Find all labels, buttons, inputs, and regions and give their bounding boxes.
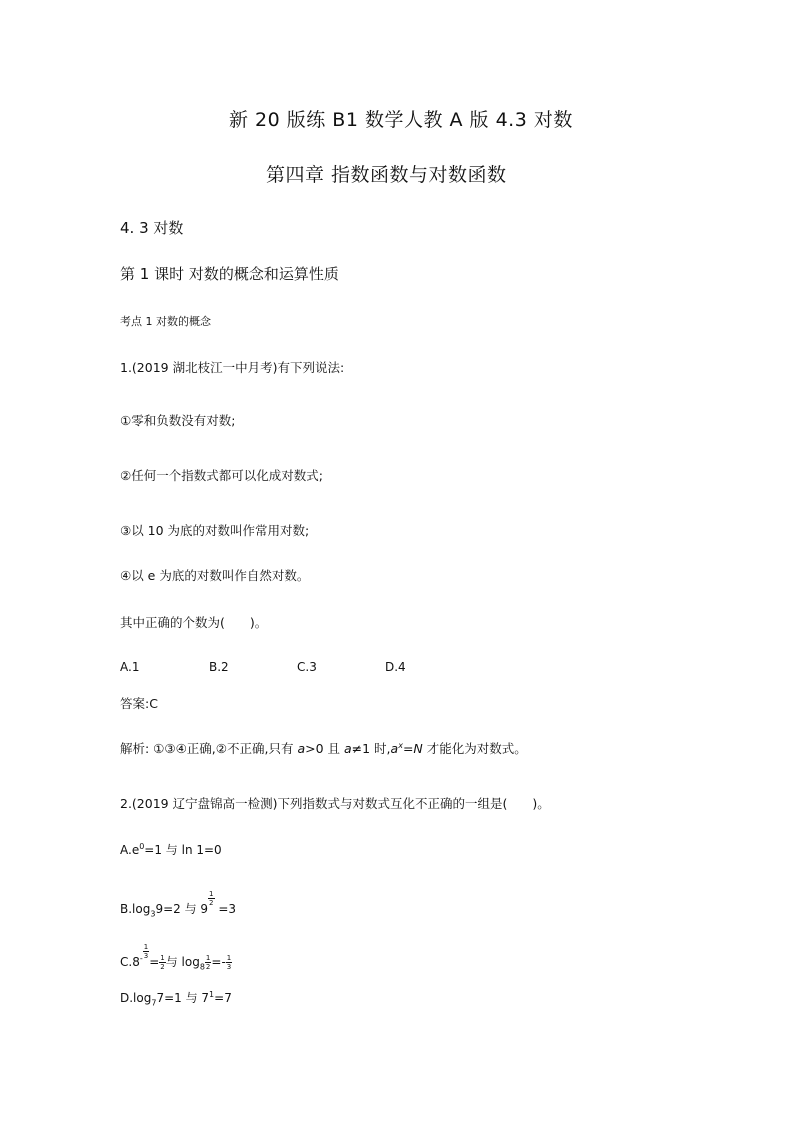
fraction-numerator: 1	[205, 954, 211, 962]
q1-statement-4: ④以 e 为底的对数叫作自然对数。	[120, 568, 310, 583]
analysis-prefix: 解析: ①③④正确,②不正确,只有	[120, 741, 298, 756]
q2-c-part: 与 log	[165, 955, 200, 969]
q2-d-part: 7=1 与 7	[156, 991, 210, 1005]
fraction-denominator: 3	[226, 963, 232, 971]
q2-option-b	[120, 890, 236, 918]
fraction-numerator: 1	[226, 954, 232, 962]
q2-c-exponent-sign: -	[139, 954, 143, 963]
q2-option-d	[120, 989, 232, 1007]
q2-a-part: =1 与 ln 1=0	[144, 843, 222, 857]
section-heading: 4. 3 对数	[120, 219, 184, 237]
fraction-denominator: 2	[160, 963, 165, 971]
q2-stem: 2.(2019 辽宁盘锦高一检测)下列指数式与对数式互化不正确的一组是( )。	[120, 796, 550, 811]
fraction-numerator: 1	[143, 943, 149, 951]
q2-d-base: 7	[151, 998, 157, 1008]
q2-a-part: A.e	[120, 843, 140, 857]
q2-option-c	[120, 943, 232, 971]
q2-c-part: C.8	[120, 955, 140, 969]
topic-heading: 考点 1 对数的概念	[120, 315, 211, 328]
q1-statement-1: ①零和负数没有对数;	[120, 413, 236, 428]
q2-c-fraction	[226, 954, 232, 971]
analysis-mid-1: >0 且	[305, 741, 344, 756]
q2-b-base: 3	[150, 909, 156, 919]
analysis-eq: =	[402, 741, 414, 756]
q1-analysis	[120, 739, 527, 757]
q2-b-part: 9=2 与 9	[155, 902, 209, 916]
analysis-var-a: a	[343, 741, 352, 756]
analysis-var-x: x	[398, 740, 403, 750]
fraction-denominator: 2	[205, 963, 211, 971]
q1-option-a: A.1	[120, 660, 140, 674]
q1-option-c: C.3	[297, 660, 317, 674]
analysis-var-a: a	[390, 741, 399, 756]
analysis-var-n: N	[413, 741, 423, 756]
q1-option-d: D.4	[385, 660, 406, 674]
q2-b-part: =3	[214, 902, 237, 916]
lesson-heading: 第 1 课时 对数的概念和运算性质	[120, 265, 339, 283]
q2-d-part: D.log	[120, 991, 152, 1005]
q1-statement-2: ②任何一个指数式都可以化成对数式;	[120, 468, 323, 483]
doc-title: 新 20 版练 B1 数学人教 A 版 4.3 对数	[229, 109, 573, 131]
q2-c-part: =	[149, 955, 160, 969]
q1-ask: 其中正确的个数为( )。	[120, 615, 268, 630]
fraction-denominator: 3	[143, 952, 149, 960]
q2-b-part: B.log	[120, 902, 151, 916]
q2-option-a	[120, 841, 222, 858]
q1-stem: 1.(2019 湖北枝江一中月考)有下列说法:	[120, 360, 345, 375]
fraction-numerator: 1	[160, 954, 165, 962]
fraction-numerator: 1	[209, 890, 214, 898]
analysis-var-a: a	[297, 741, 306, 756]
q2-d-exponent: 1	[209, 990, 215, 999]
fraction-denominator: 2	[209, 899, 214, 907]
q2-a-exponent: 0	[139, 842, 145, 851]
analysis-suffix: 才能化为对数式。	[422, 741, 527, 756]
q1-statement-3: ③以 10 为底的对数叫作常用对数;	[120, 523, 310, 538]
chapter-title: 第四章 指数函数与对数函数	[266, 164, 507, 186]
q2-c-part: =-	[211, 955, 226, 969]
q1-option-b: B.2	[209, 660, 229, 674]
q2-c-base: 8	[199, 962, 205, 972]
analysis-mid-2: ≠1 时,	[351, 741, 391, 756]
q1-answer: 答案:C	[120, 696, 158, 711]
q2-d-part: =7	[214, 991, 232, 1005]
